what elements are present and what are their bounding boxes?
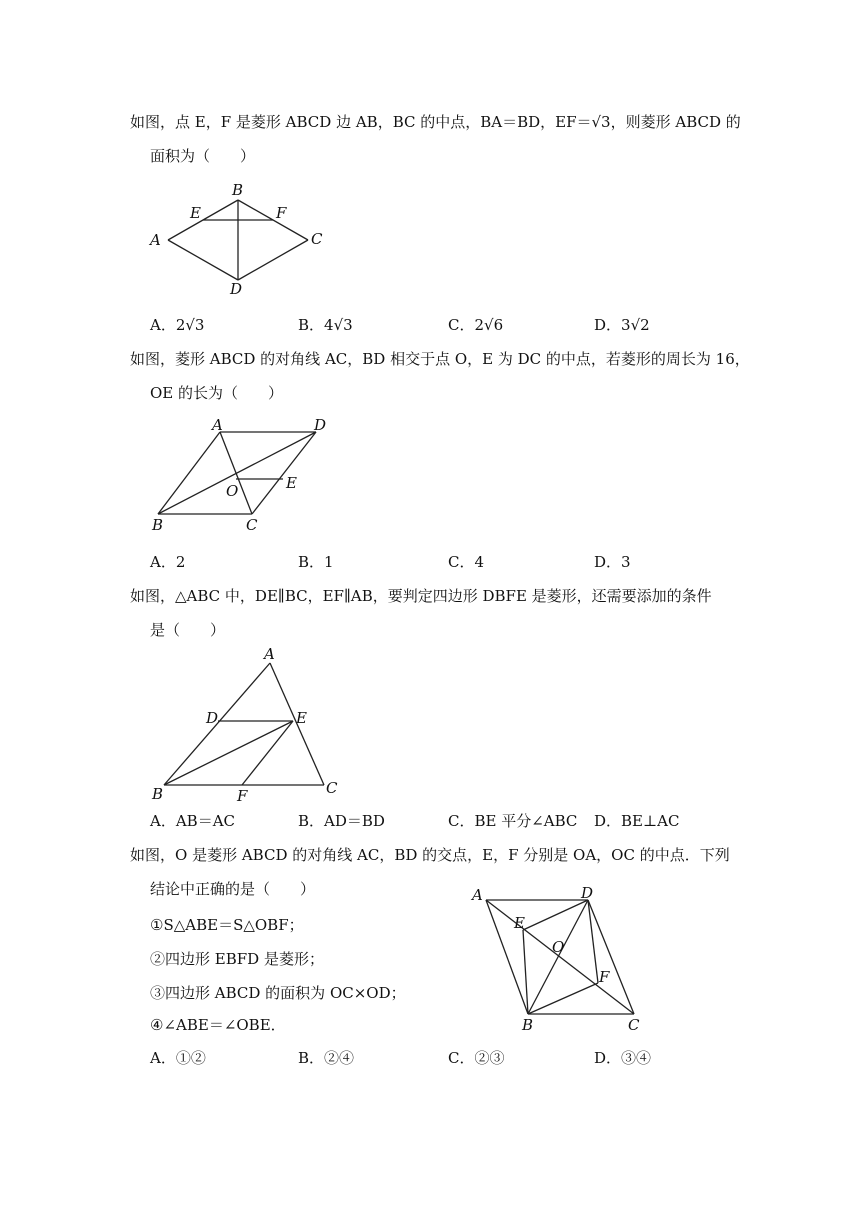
- q7-label-d: D: [314, 418, 327, 434]
- q8-label-d: D: [206, 709, 219, 727]
- q7-label-a: A: [212, 418, 223, 434]
- q7-figure: [148, 418, 348, 536]
- q9-statement-1: ①S△ABE＝S△OBF；: [150, 916, 304, 934]
- q6-label-f: F: [276, 204, 287, 222]
- q6-label-a: A: [150, 231, 161, 249]
- q7-option-a[interactable]: A．2: [150, 553, 186, 571]
- q9-stem-line2: 结论中正确的是（ ）: [150, 880, 316, 898]
- q6-option-b[interactable]: B．4√3: [298, 316, 353, 334]
- q9-stem-line1: 如图，O 是菱形 ABCD 的对角线 AC，BD 的交点，E，F 分别是 OA，OC 的中点．下列: [130, 846, 730, 864]
- q9-statement-3: ③四边形 ABCD 的面积为 OC×OD；: [150, 984, 406, 1002]
- q6-label-b: B: [232, 181, 244, 199]
- q9-figure: [468, 884, 658, 1034]
- q6-label-e: E: [190, 204, 201, 222]
- q8-label-e: E: [296, 709, 307, 727]
- q6-option-a[interactable]: A．2√3: [150, 316, 205, 334]
- q9-label-f: F: [599, 968, 610, 986]
- q6-label-c: C: [311, 230, 323, 248]
- q7-option-c[interactable]: C．4: [448, 553, 485, 571]
- q9-statement-2: ②四边形 EBFD 是菱形；: [150, 950, 324, 968]
- q6-stem-line1: 如图，点 E，F 是菱形 ABCD 边 AB，BC 的中点，BA＝BD，EF＝√3，则菱形 ABCD 的: [130, 113, 741, 131]
- q8-label-c: C: [326, 779, 338, 797]
- q8-option-c[interactable]: C．BE 平分∠ABC: [448, 812, 578, 830]
- q9-label-o: O: [552, 938, 565, 956]
- q9-option-c[interactable]: C．②③: [448, 1049, 505, 1067]
- q7-stem-line1: 如图，菱形 ABCD 的对角线 AC，BD 相交于点 O，E 为 DC 的中点，若菱形的周长为 16，: [130, 350, 750, 368]
- q7-label-o: O: [226, 482, 239, 500]
- q9-statement-4: ④∠ABE＝∠OBE．: [150, 1016, 286, 1034]
- q7-option-b[interactable]: B．1: [298, 553, 334, 571]
- q9-label-e: E: [514, 914, 525, 932]
- q8-option-b[interactable]: B．AD＝BD: [298, 812, 385, 830]
- q8-option-a[interactable]: A．AB＝AC: [150, 812, 235, 830]
- q9-label-b: B: [522, 1016, 534, 1034]
- q9-label-a: A: [472, 886, 483, 904]
- q7-option-d[interactable]: D．3: [594, 553, 631, 571]
- q7-label-c: C: [246, 516, 258, 534]
- q8-figure: [148, 645, 348, 805]
- q8-stem-line2: 是（ ）: [150, 621, 226, 639]
- q9-label-c: C: [628, 1016, 640, 1034]
- q6-figure: [148, 180, 338, 300]
- q6-label-d: D: [230, 280, 243, 298]
- q7-label-e: E: [286, 474, 297, 492]
- q7-stem-line2: OE 的长为（ ）: [150, 384, 284, 402]
- q8-label-f: F: [237, 787, 248, 805]
- q8-label-a: A: [264, 645, 275, 663]
- q6-stem-line2: 面积为（ ）: [150, 147, 256, 165]
- q9-option-d[interactable]: D．③④: [594, 1049, 652, 1067]
- q6-option-d[interactable]: D．3√2: [594, 316, 650, 334]
- q9-option-a[interactable]: A．①②: [150, 1049, 206, 1067]
- q9-option-b[interactable]: B．②④: [298, 1049, 355, 1067]
- q9-label-d: D: [581, 884, 594, 902]
- q8-stem-line1: 如图，△ABC 中，DE∥BC，EF∥AB，要判定四边形 DBFE 是菱形，还需要添加的条件: [130, 587, 712, 605]
- q6-option-c[interactable]: C．2√6: [448, 316, 504, 334]
- q8-option-d[interactable]: D．BE⊥AC: [594, 812, 680, 830]
- q8-label-b: B: [152, 785, 164, 803]
- q7-label-b: B: [152, 516, 164, 534]
